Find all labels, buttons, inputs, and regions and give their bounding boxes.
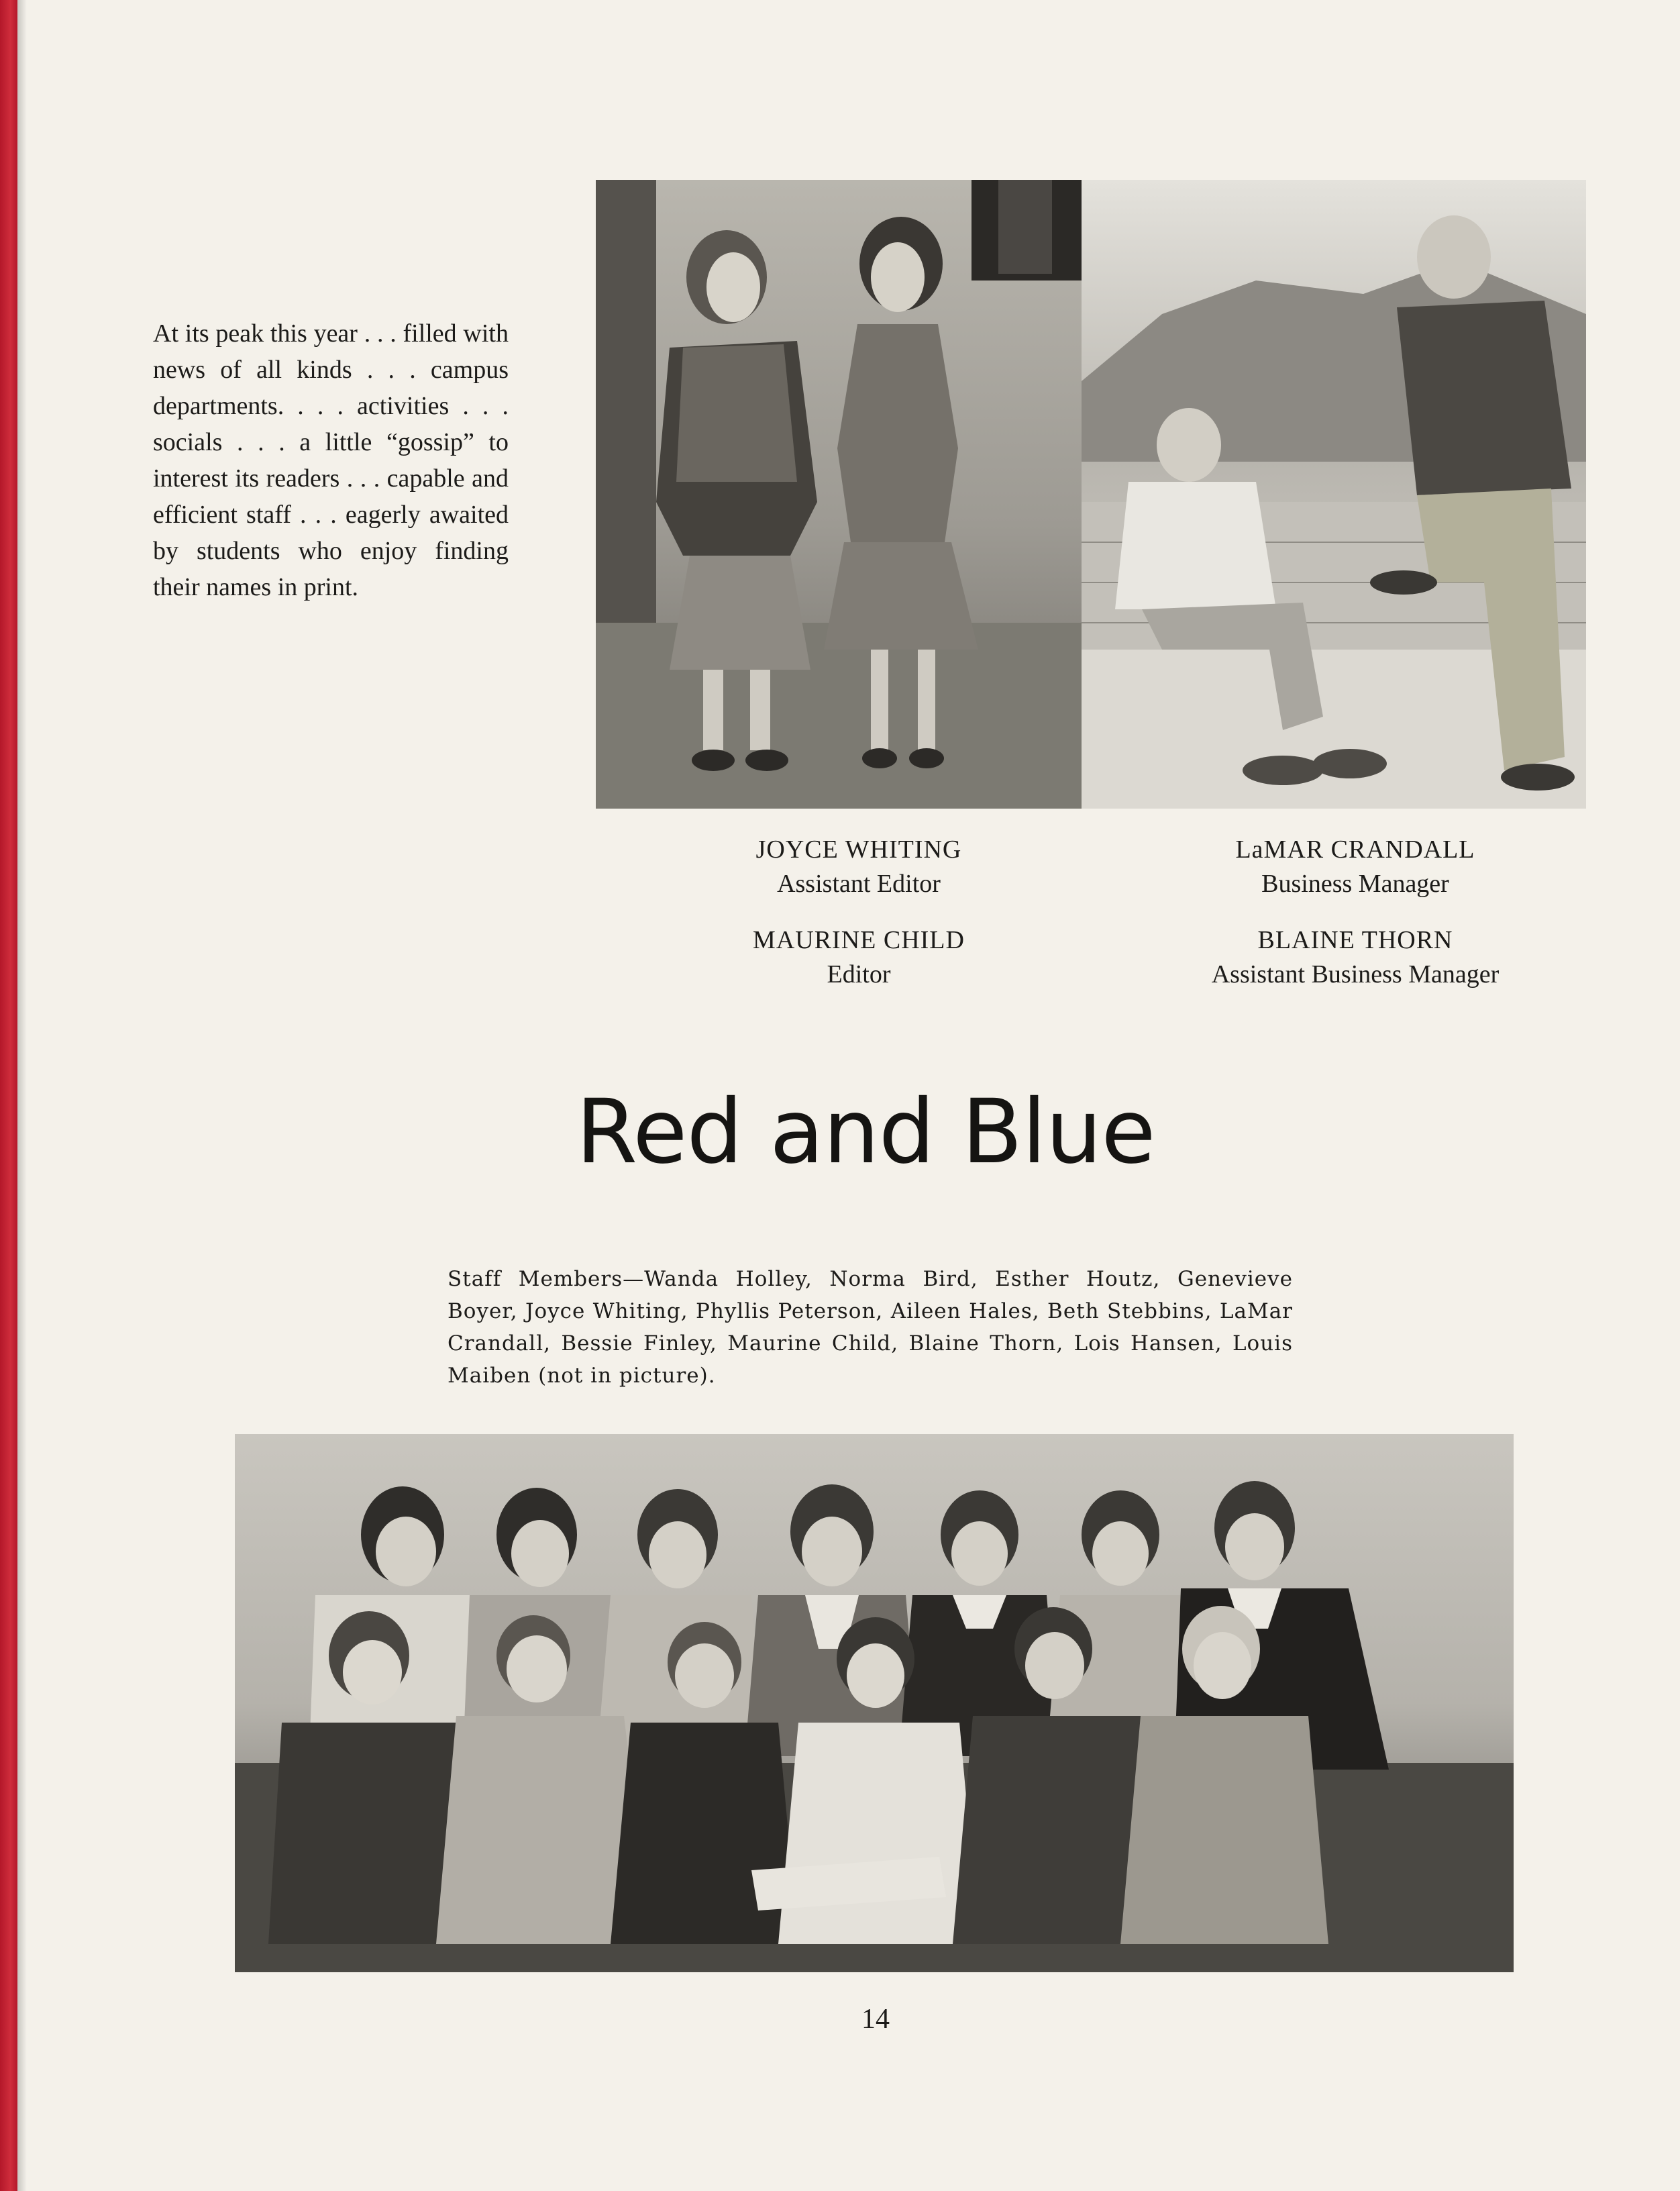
caption-name: JOYCE WHITING — [755, 835, 962, 864]
intro-paragraph: At its peak this year . . . filled with news of all kinds . . . campus departments. . . . activities . . . socials . . . a little “gossip” to interest its readers . . . capable and efficient staff . . . eagerly awaited by students who enjoy finding their names in print. — [153, 319, 509, 601]
red-binding-edge — [0, 0, 17, 2191]
caption-blaine-thorn — [1100, 923, 1610, 991]
business-staff-photo — [1082, 180, 1586, 809]
caption-role: Business Manager — [1261, 870, 1449, 898]
caption-role: Assistant Editor — [777, 870, 941, 898]
section-title: Red and Blue — [576, 1080, 1155, 1184]
page-number: 14 — [861, 2004, 890, 2035]
staff-group-photo — [235, 1434, 1514, 1972]
caption-role: Assistant Business Manager — [1211, 960, 1500, 988]
caption-lamar-crandall — [1100, 832, 1610, 901]
caption-name: LaMAR CRANDALL — [1235, 835, 1475, 864]
binding-shadow — [17, 0, 27, 2191]
caption-role: Editor — [827, 960, 891, 988]
caption-name: MAURINE CHILD — [753, 926, 965, 954]
caption-maurine-child — [664, 923, 1053, 991]
caption-joyce-whiting — [664, 832, 1053, 901]
caption-name: BLAINE THORN — [1257, 926, 1453, 954]
staff-members-list: Staff Members—Wanda Holley, Norma Bird, Esther Houtz, Genevieve Boyer, Joyce Whiting, Phyllis Peterson, Aileen Hales, Beth Stebbins, LaMar Crandall, Bessie Finley, Maurine Child, Blaine Thorn, Lois Hansen, Louis Maiben (not in picture). — [448, 1267, 1293, 1388]
editors-photo — [596, 180, 1084, 809]
